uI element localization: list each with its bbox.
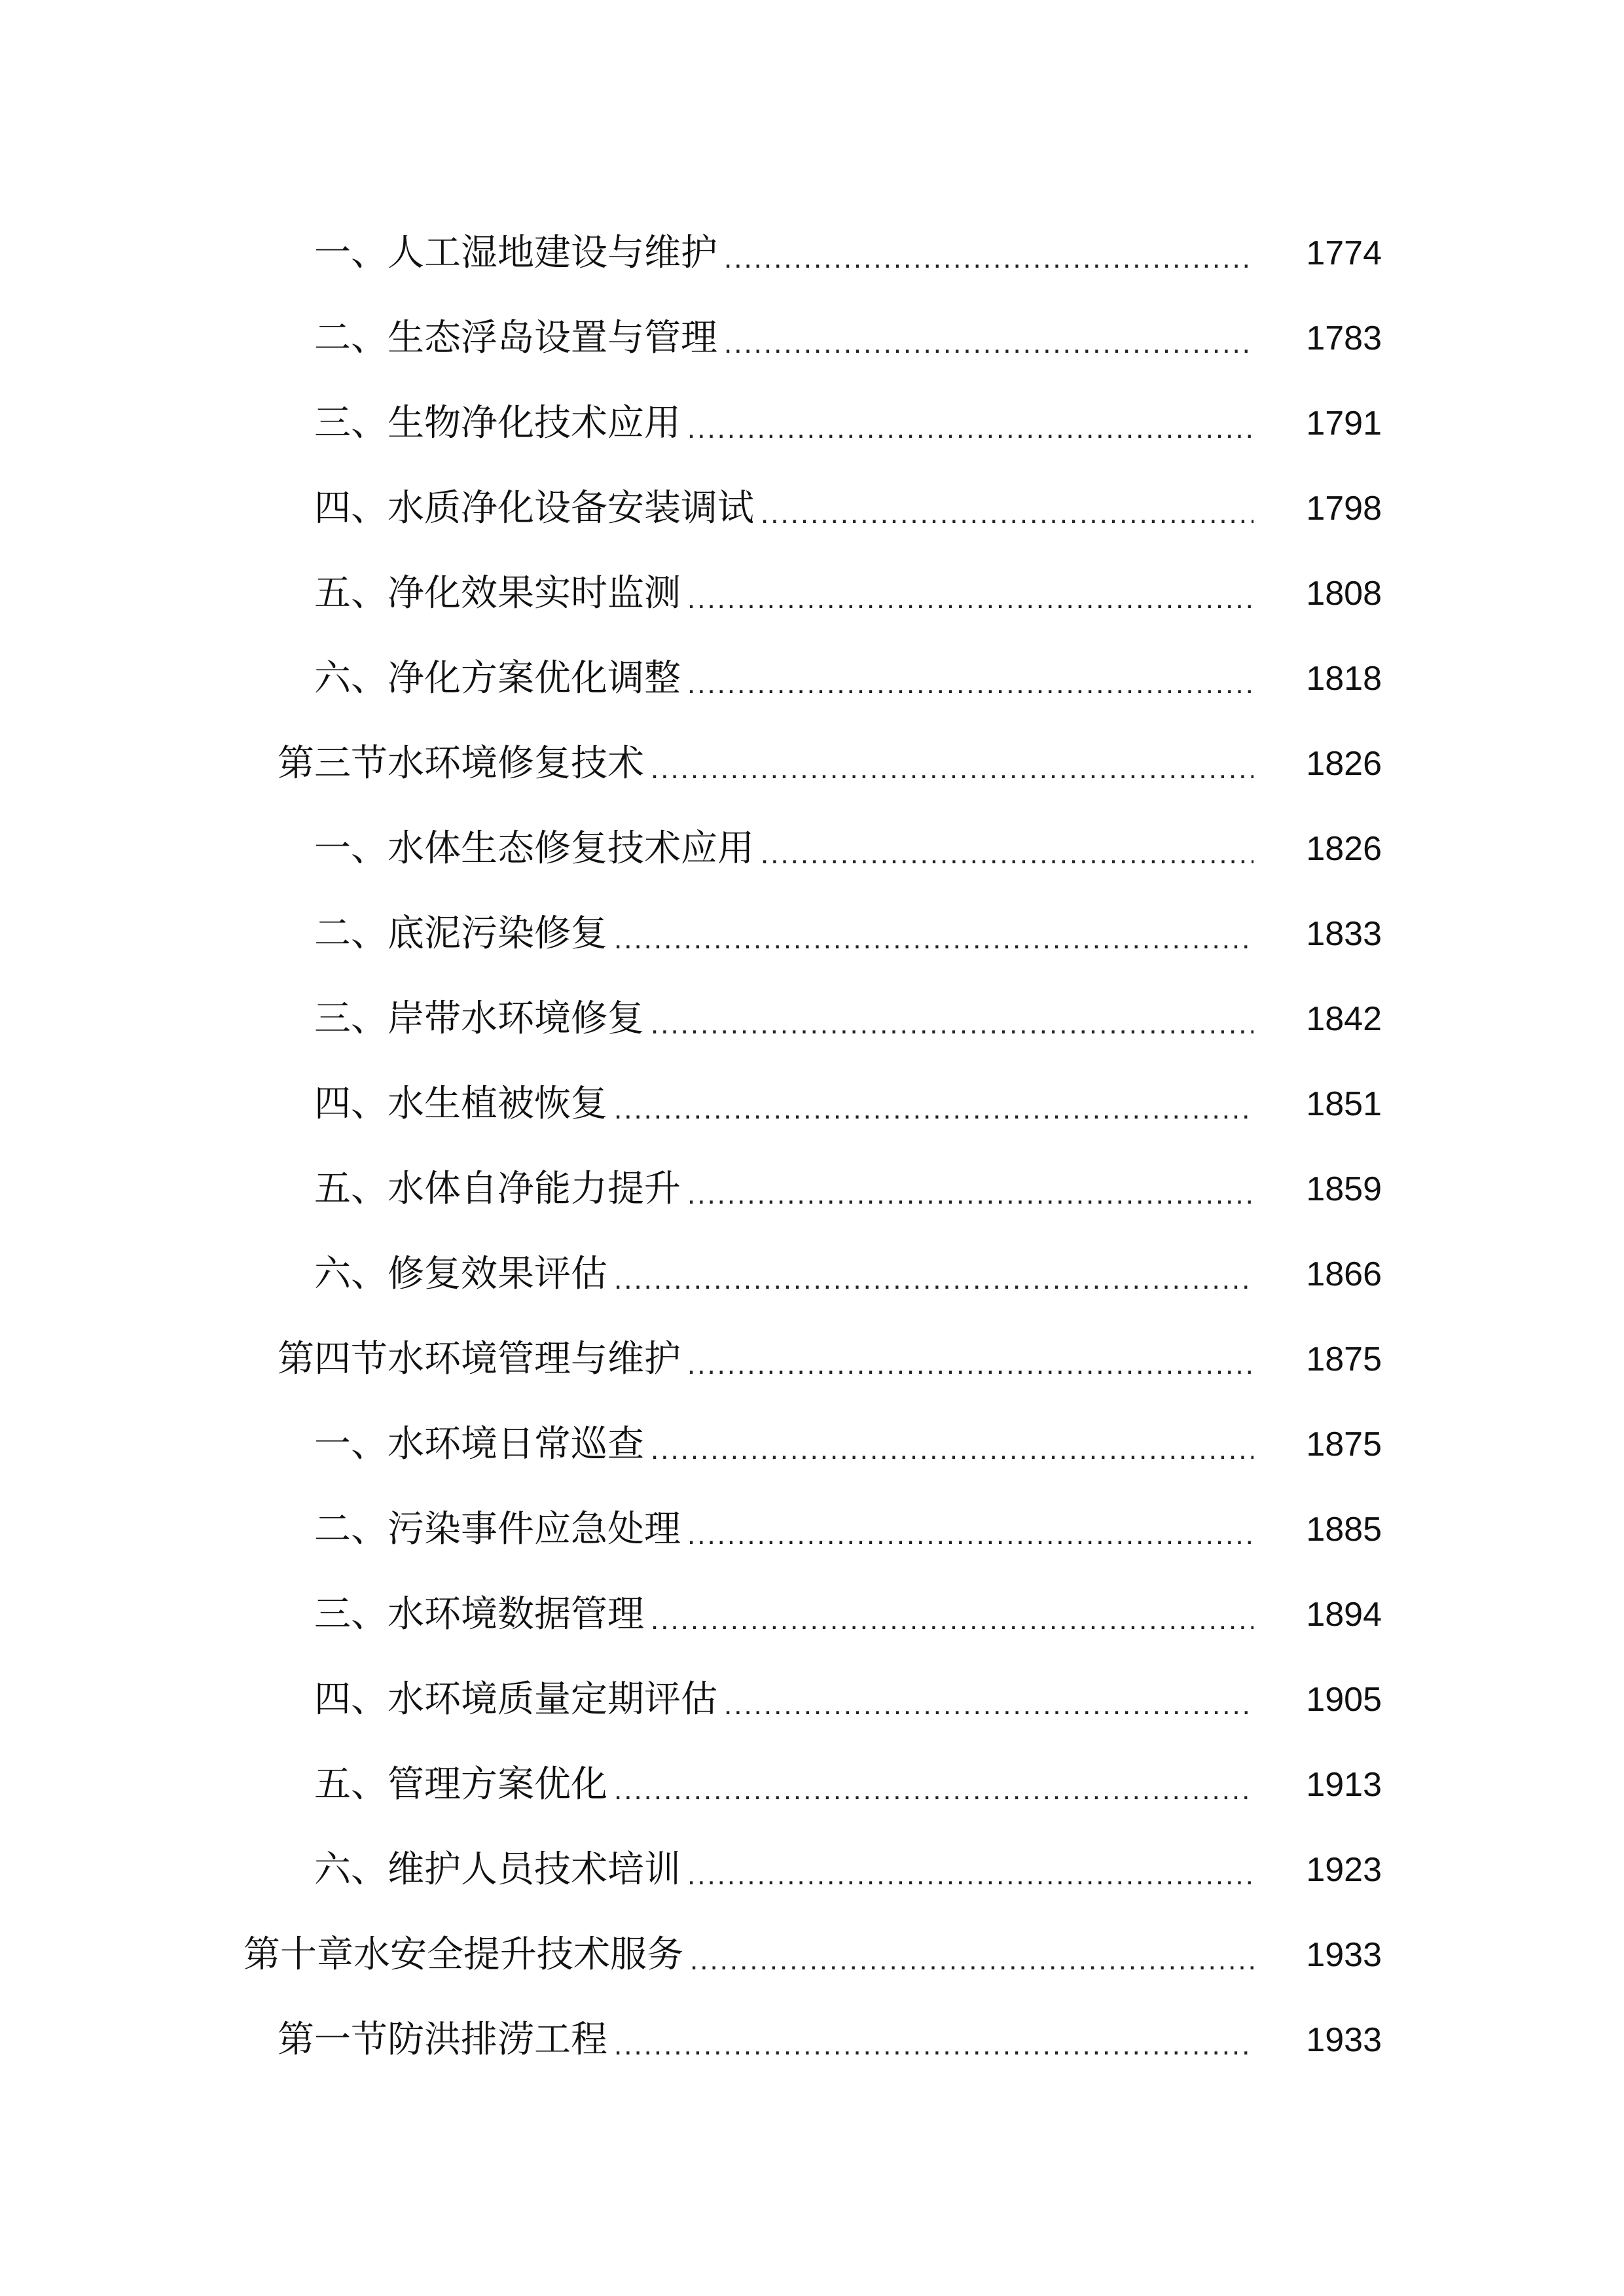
toc-entry-title: 六、净化方案优化调整 [314, 657, 681, 700]
dot-leader [761, 840, 1254, 869]
dot-leader [687, 670, 1254, 698]
toc-entry-page: 1818 [1306, 660, 1382, 698]
dot-leader [761, 499, 1254, 528]
toc-entry[interactable] [0, 211, 1624, 296]
toc-entry-title: 一、水环境日常巡查 [314, 1423, 644, 1465]
toc-entry-title: 四、水质净化设备安装调试 [314, 487, 754, 529]
dot-leader [724, 329, 1254, 358]
toc-entry-title: 第三节水环境修复技术 [278, 742, 644, 785]
toc-entry[interactable] [0, 466, 1624, 551]
toc-entry-page: 1875 [1306, 1340, 1382, 1378]
toc-entry[interactable] [0, 1147, 1624, 1232]
dot-leader [687, 1861, 1254, 1890]
dot-leader [614, 2031, 1254, 2060]
dot-leader [651, 755, 1254, 783]
toc-entry-page: 1923 [1306, 1851, 1382, 1889]
toc-entry-page: 1774 [1306, 234, 1382, 272]
toc-section-entry[interactable] [0, 1317, 1624, 1402]
toc-entry-title: 二、生态浮岛设置与管理 [314, 317, 717, 359]
toc-entry-title: 五、水体自净能力提升 [314, 1168, 681, 1210]
toc-entry[interactable] [0, 1827, 1624, 1912]
toc-entry[interactable] [0, 1232, 1624, 1317]
dot-leader [724, 1691, 1254, 1719]
toc-entry-page: 1783 [1306, 319, 1382, 357]
dot-leader [687, 584, 1254, 613]
toc-entry-page: 1875 [1306, 1426, 1382, 1463]
toc-entry[interactable] [0, 1062, 1624, 1147]
toc-entry-page: 1933 [1306, 2021, 1382, 2059]
toc-entry-page: 1866 [1306, 1255, 1382, 1293]
table-of-contents [0, 211, 1624, 2083]
toc-entry[interactable] [0, 1657, 1624, 1742]
toc-entry[interactable] [0, 551, 1624, 636]
toc-entry-page: 1905 [1306, 1681, 1382, 1719]
toc-entry-page: 1833 [1306, 915, 1382, 953]
toc-entry[interactable] [0, 1487, 1624, 1572]
dot-leader [614, 1095, 1254, 1124]
toc-entry[interactable] [0, 1572, 1624, 1657]
toc-entry-title: 三、水环境数据管理 [314, 1593, 644, 1636]
toc-entry-title: 第四节水环境管理与维护 [278, 1338, 681, 1380]
toc-entry-page: 1798 [1306, 490, 1382, 528]
dot-leader [651, 1435, 1254, 1464]
toc-entry-title: 三、岸带水环境修复 [314, 997, 644, 1040]
toc-entry-title: 五、净化效果实时监测 [314, 572, 681, 615]
toc-entry-page: 1933 [1306, 1936, 1382, 1974]
dot-leader [614, 925, 1254, 954]
toc-entry-page: 1826 [1306, 745, 1382, 783]
toc-entry[interactable] [0, 636, 1624, 721]
toc-entry-page: 1894 [1306, 1596, 1382, 1634]
dot-leader [651, 1010, 1254, 1039]
dot-leader [687, 414, 1254, 443]
toc-entry-page: 1808 [1306, 575, 1382, 613]
toc-entry-title: 六、维护人员技术培训 [314, 1848, 681, 1891]
toc-entry-page: 1791 [1306, 404, 1382, 442]
toc-chapter-entry[interactable] [0, 1912, 1624, 1998]
toc-entry-title: 第一节防洪排涝工程 [278, 2018, 607, 2061]
toc-section-entry[interactable] [0, 1998, 1624, 2083]
dot-leader [614, 1265, 1254, 1294]
toc-entry-title: 一、人工湿地建设与维护 [314, 232, 717, 274]
dot-leader [651, 1605, 1254, 1634]
toc-entry[interactable] [0, 381, 1624, 466]
toc-entry-title: 二、底泥污染修复 [314, 912, 607, 955]
toc-entry[interactable] [0, 891, 1624, 977]
toc-entry-title: 五、管理方案优化 [314, 1763, 607, 1806]
toc-entry-page: 1859 [1306, 1170, 1382, 1208]
toc-entry-title: 二、污染事件应急处理 [314, 1508, 681, 1551]
toc-entry-title: 第十章水安全提升技术服务 [244, 1933, 683, 1976]
toc-entry[interactable] [0, 806, 1624, 891]
dot-leader [687, 1520, 1254, 1549]
dot-leader [724, 244, 1254, 273]
dot-leader [614, 1776, 1254, 1804]
toc-entry-page: 1826 [1306, 830, 1382, 868]
toc-entry-page: 1842 [1306, 1000, 1382, 1038]
toc-entry[interactable] [0, 977, 1624, 1062]
toc-entry-title: 一、水体生态修复技术应用 [314, 827, 754, 870]
dot-leader [687, 1350, 1254, 1379]
toc-entry-title: 三、生物净化技术应用 [314, 402, 681, 444]
toc-entry-page: 1851 [1306, 1085, 1382, 1123]
toc-entry[interactable] [0, 1742, 1624, 1827]
toc-entry[interactable] [0, 1402, 1624, 1487]
toc-entry-title: 四、水环境质量定期评估 [314, 1678, 717, 1721]
toc-entry-title: 四、水生植被恢复 [314, 1083, 607, 1125]
toc-entry-page: 1885 [1306, 1511, 1382, 1549]
dot-leader [687, 1180, 1254, 1209]
toc-entry-title: 六、修复效果评估 [314, 1253, 607, 1295]
toc-section-entry[interactable] [0, 721, 1624, 806]
dot-leader [690, 1946, 1254, 1975]
toc-entry[interactable] [0, 296, 1624, 381]
toc-entry-page: 1913 [1306, 1766, 1382, 1804]
